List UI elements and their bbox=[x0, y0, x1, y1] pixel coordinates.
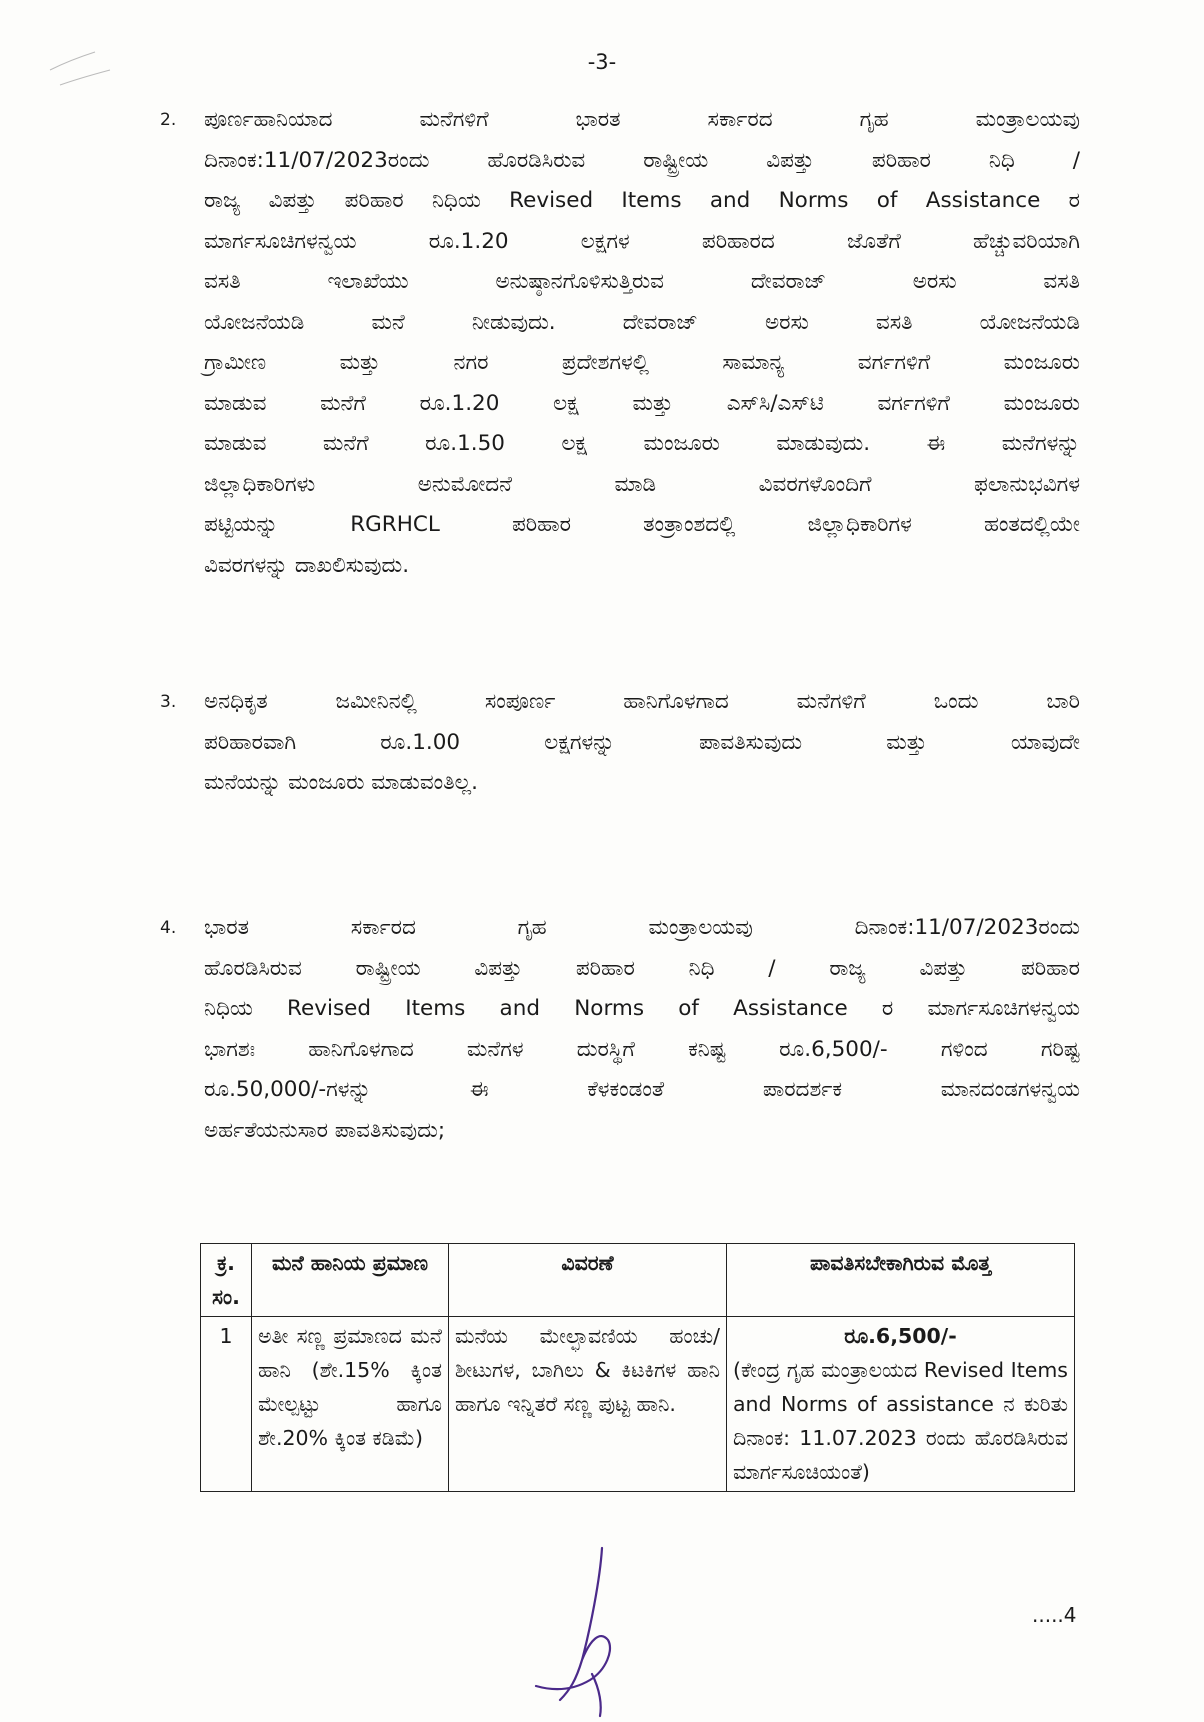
paragraph-line: ಗ್ರಾಮೀಣ ಮತ್ತು ನಗರ ಪ್ರದೇಶಗಳಲ್ಲಿ ಸಾಮಾನ್ಯ ವರ್ಗಗಳಿಗೆ ಮಂಜೂರು bbox=[204, 350, 1080, 375]
row-amount-cell bbox=[727, 1317, 1075, 1492]
row-details: ಮನೆಯ ಮೇಲ್ಛಾವಣಿಯ ಹಂಚು/ಶೀಟುಗಳ, ಬಾಗಿಲು & ಕಿಟಕಿಗಳ ಹಾನಿ ಹಾಗೂ ಇನ್ನಿತರೆ ಸಣ್ಣ ಪುಟ್ಟ ಹಾನಿ. bbox=[449, 1317, 727, 1492]
paragraph-line: ರಾಜ್ಯ ವಿಪತ್ತು ಪರಿಹಾರ ನಿಧಿಯ Revised Items and Norms of Assistance ರ bbox=[204, 188, 1080, 213]
paragraph-line: ಮನೆಯನ್ನು ಮಂಜೂರು ಮಾಡುವಂತಿಲ್ಲ. bbox=[204, 770, 478, 795]
row-extent: ಅತೀ ಸಣ್ಣ ಪ್ರಮಾಣದ ಮನೆ ಹಾನಿ (ಶೇ.15% ಕ್ಕಿಂತ ಮೇಲ್ಪಟ್ಟು ಹಾಗೂ ಶೇ.20% ಕ್ಕಿಂತ ಕಡಿಮೆ) bbox=[252, 1317, 449, 1492]
paragraph-number: 2. bbox=[160, 110, 177, 130]
paragraph-line: ಭಾಗಶಃ ಹಾನಿಗೊಳಗಾದ ಮನೆಗಳ ದುರಸ್ಥಿಗೆ ಕನಿಷ್ಟ ರೂ.6,500/- ಗಳಿಂದ ಗರಿಷ್ಟ bbox=[204, 1036, 1080, 1062]
row-amount-note: (ಕೇಂದ್ರ ಗೃಹ ಮಂತ್ರಾಲಯದ Revised Items and Norms of assistance ನ ಕುರಿತು ದಿನಾಂಕ: 11.07.2023 ರಂದು ಹೊರಡಿಸಿರುವ ಮಾರ್ಗಸೂಚಿಯಂತೆ) bbox=[733, 1358, 1068, 1484]
paragraph-line: ಪಟ್ಟಿಯನ್ನು RGRHCL ಪರಿಹಾರ ತಂತ್ರಾಂಶದಲ್ಲಿ ಜಿಲ್ಲಾಧಿಕಾರಿಗಳ ಹಂತದಲ್ಲಿಯೇ bbox=[204, 512, 1080, 537]
paragraph-line: ರೂ.50,000/-ಗಳನ್ನು ಈ ಕೆಳಕಂಡಂತೆ ಪಾರದರ್ಶಕ ಮಾನದಂಡಗಳನ್ವಯ bbox=[204, 1077, 1080, 1102]
paragraph-line: ಪರಿಹಾರವಾಗಿ ರೂ.1.00 ಲಕ್ಷಗಳನ್ನು ಪಾವತಿಸುವುದು ಮತ್ತು ಯಾವುದೇ bbox=[204, 729, 1080, 755]
paragraph-line: ಭಾರತ ಸರ್ಕಾರದ ಗೃಹ ಮಂತ್ರಾಲಯವು ದಿನಾಂಕ:11/07/2023ರಂದು bbox=[204, 915, 1080, 940]
header-extent: ಮನೆ ಹಾನಿಯ ಪ್ರಮಾಣ bbox=[252, 1244, 449, 1317]
assistance-norms-table bbox=[200, 1243, 1075, 1492]
header-details: ವಿವರಣೆ bbox=[449, 1244, 727, 1317]
header-sl-no: ಕ್ರ. ಸಂ. bbox=[201, 1244, 252, 1317]
paragraph-line: ಪೂರ್ಣಹಾನಿಯಾದ ಮನೆಗಳಿಗೆ ಭಾರತ ಸರ್ಕಾರದ ಗೃಹ ಮಂತ್ರಾಲಯವು bbox=[204, 107, 1080, 132]
paragraph-number: 4. bbox=[160, 918, 177, 938]
header-amount: ಪಾವತಿಸಬೇಕಾಗಿರುವ ಮೊತ್ತ bbox=[727, 1244, 1075, 1317]
page-number: -3- bbox=[587, 50, 617, 74]
table-header-row bbox=[201, 1244, 1075, 1317]
paragraph-line: ಅನಧಿಕೃತ ಜಮೀನಿನಲ್ಲಿ ಸಂಪೂರ್ಣ ಹಾನಿಗೊಳಗಾದ ಮನೆಗಳಿಗೆ ಒಂದು ಬಾರಿ bbox=[204, 689, 1080, 714]
row-amount: ರೂ.6,500/- bbox=[844, 1324, 957, 1348]
continuation-marker: .....4 bbox=[1032, 1603, 1077, 1627]
signature bbox=[530, 1540, 640, 1718]
row-sl-no: 1 bbox=[201, 1317, 252, 1492]
paragraph-line: ಮಾಡುವ ಮನೆಗೆ ರೂ.1.50 ಲಕ್ಷ ಮಂಜೂರು ಮಾಡುವುದು. ಈ ಮನೆಗಳನ್ನು bbox=[204, 431, 1080, 456]
paragraph-line: ಮಾರ್ಗಸೂಚಿಗಳನ್ವಯ ರೂ.1.20 ಲಕ್ಷಗಳ ಪರಿಹಾರದ ಜೊತೆಗೆ ಹೆಚ್ಚುವರಿಯಾಗಿ bbox=[204, 228, 1080, 254]
paragraph-line: ಅರ್ಹತೆಯನುಸಾರ ಪಾವತಿಸುವುದು; bbox=[204, 1117, 446, 1143]
paragraph-line: ಯೋಜನೆಯಡಿ ಮನೆ ನೀಡುವುದು. ದೇವರಾಜ್ ಅರಸು ವಸತಿ ಯೋಜನೆಯಡಿ bbox=[204, 309, 1080, 335]
table-row bbox=[201, 1317, 1075, 1492]
paragraph-line: ಜಿಲ್ಲಾಧಿಕಾರಿಗಳು ಅನುಮೋದನೆ ಮಾಡಿ ವಿವರಗಳೊಂದಿಗೆ ಫಲಾನುಭವಿಗಳ bbox=[204, 471, 1080, 497]
paragraph-line: ಮಾಡುವ ಮನೆಗೆ ರೂ.1.20 ಲಕ್ಷ ಮತ್ತು ಎಸ್‌ಸಿ/ಎಸ್‌ಟಿ ವರ್ಗಗಳಿಗೆ ಮಂಜೂರು bbox=[204, 390, 1080, 416]
paragraph-line: ನಿಧಿಯ Revised Items and Norms of Assistance ರ ಮಾರ್ಗಸೂಚಿಗಳನ್ವಯ bbox=[204, 996, 1080, 1021]
paragraph-line: ವಿವರಗಳನ್ನು ದಾಖಲಿಸುವುದು. bbox=[204, 552, 410, 578]
paragraph-line: ಹೊರಡಿಸಿರುವ ರಾಷ್ಟ್ರೀಯ ವಿಪತ್ತು ಪರಿಹಾರ ನಿಧಿ / ರಾಜ್ಯ ವಿಪತ್ತು ಪರಿಹಾರ bbox=[204, 955, 1080, 981]
paragraph-number: 3. bbox=[160, 692, 177, 712]
paragraph-line: ವಸತಿ ಇಲಾಖೆಯು ಅನುಷ್ಠಾನಗೊಳಿಸುತ್ತಿರುವ ದೇವರಾಜ್ ಅರಸು ವಸತಿ bbox=[204, 269, 1080, 294]
paragraph-line: ದಿನಾಂಕ:11/07/2023ರಂದು ಹೊರಡಿಸಿರುವ ರಾಷ್ಟ್ರೀಯ ವಿಪತ್ತು ಪರಿಹಾರ ನಿಧಿ / bbox=[204, 147, 1080, 173]
